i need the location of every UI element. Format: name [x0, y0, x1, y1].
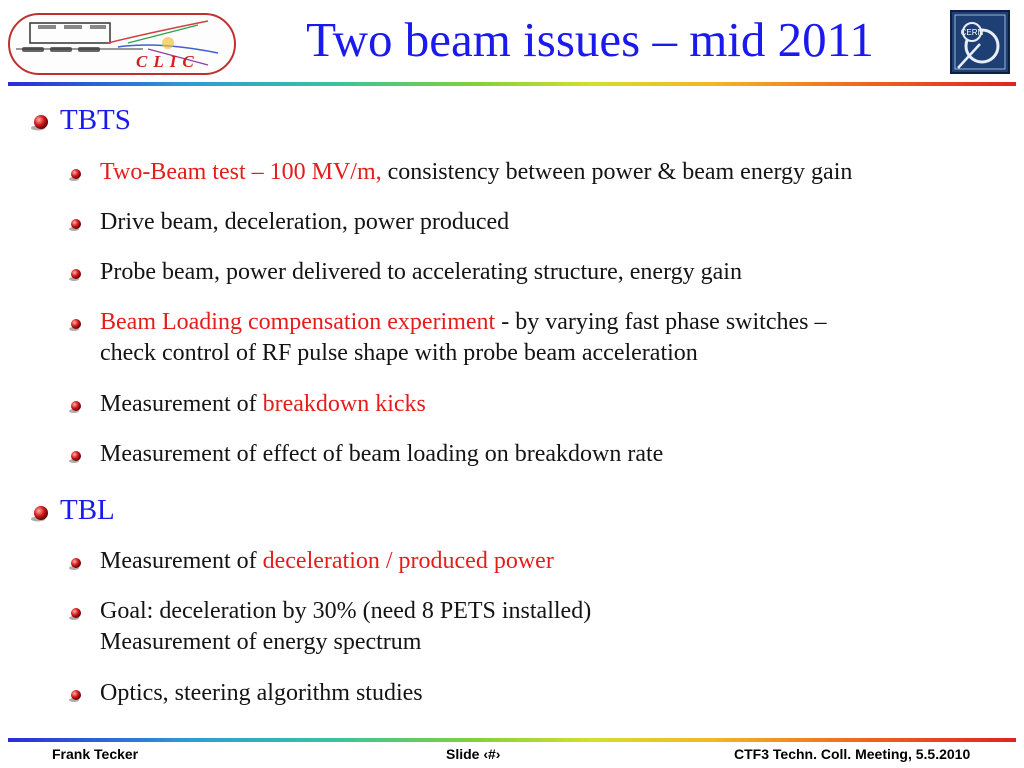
header-divider [8, 82, 1016, 86]
clic-logo [8, 13, 236, 75]
clic-logo-text: CLIC [136, 52, 200, 71]
item-text: - by varying fast phase switches – [495, 309, 827, 335]
footer-slide-number: Slide ‹#› [446, 746, 501, 762]
list-item-continuation: check control of RF pulse shape with probe beam acceleration [100, 340, 698, 366]
item-text: Measurement of [100, 391, 263, 417]
ball-bullet-icon [68, 217, 83, 232]
list-item [100, 439, 663, 470]
item-text: Measurement of effect of beam loading on breakdown rate [100, 441, 664, 467]
item-text: consistency between power & beam energy gain [381, 159, 853, 185]
footer-author: Frank Tecker [52, 746, 139, 762]
list-item [100, 157, 852, 188]
item-text: Goal: deceleration by 30% (need 8 PETS installed) [100, 598, 592, 624]
ball-bullet-icon [68, 688, 83, 703]
ball-bullet-icon [68, 267, 83, 282]
item-text: Drive beam, deceleration, power produced [100, 209, 510, 235]
ball-bullet-icon [68, 317, 83, 332]
list-item [100, 546, 554, 577]
list-item [100, 596, 591, 627]
cern-logo-text: CERN [960, 28, 984, 37]
ball-bullet-icon [30, 503, 50, 523]
ball-bullet-icon [68, 556, 83, 571]
highlight-text: deceleration / produced power [262, 548, 554, 574]
ball-bullet-icon [30, 112, 50, 132]
ball-bullet-icon [68, 167, 83, 182]
list-item [100, 207, 509, 238]
ball-bullet-icon [68, 449, 83, 464]
list-item [100, 307, 826, 338]
list-item [100, 257, 742, 288]
section-heading-tbl: TBL [60, 494, 115, 526]
page-title: Two beam issues – mid 2011 [306, 12, 874, 67]
footer-meeting: CTF3 Techn. Coll. Meeting, 5.5.2010 [734, 746, 971, 762]
highlight-text: Beam Loading compensation experiment [100, 309, 496, 335]
item-text: Optics, steering algorithm studies [100, 680, 423, 706]
highlight-text: breakdown kicks [262, 391, 426, 417]
cern-logo [950, 10, 1010, 74]
item-text: Probe beam, power delivered to accelerating structure, energy gain [100, 259, 742, 285]
list-item [100, 389, 426, 420]
ball-bullet-icon [68, 399, 83, 414]
section-heading-tbts: TBTS [60, 104, 131, 136]
highlight-text: Two-Beam test – 100 MV/m, [100, 159, 382, 185]
list-item-continuation: Measurement of energy spectrum [100, 629, 422, 655]
list-item [100, 678, 423, 709]
footer-divider [8, 738, 1016, 742]
ball-bullet-icon [68, 606, 83, 621]
item-text: Measurement of [100, 548, 263, 574]
